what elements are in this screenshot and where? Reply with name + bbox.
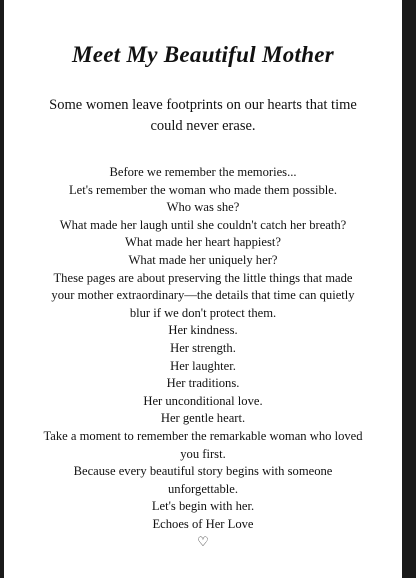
- body-line: Let's remember the woman who made them possible.: [68, 182, 338, 197]
- heart-outline-icon: ♡: [197, 535, 209, 551]
- page-title: Meet My Beautiful Mother: [71, 42, 335, 67]
- body-line: Who was she?: [166, 200, 240, 215]
- body-line: Before we remember the memories...: [109, 165, 297, 179]
- body-line: What made her laugh until she couldn't catch her breath?: [59, 217, 347, 232]
- subtitle: [24, 95, 382, 137]
- body-line: Her strength.: [170, 340, 236, 355]
- body-line: These pages are about preserving the little things that made: [53, 270, 353, 285]
- body-line: Her traditions.: [166, 376, 240, 391]
- signature-line: Echoes of Her Love: [152, 516, 254, 531]
- body-line: Her laughter.: [170, 358, 236, 373]
- subtitle-line: could never erase.: [150, 118, 256, 134]
- body-line: your mother extraordinary—the details that time can quietly: [51, 288, 355, 303]
- body-line: you first.: [180, 446, 226, 461]
- body-line: blur if we don't protect them.: [129, 305, 277, 320]
- body-line: Her kindness.: [168, 323, 238, 338]
- subtitle-line: Some women leave footprints on our hearts that time: [49, 97, 357, 113]
- body-line: unforgettable.: [167, 481, 239, 496]
- body-line: Her gentle heart.: [160, 411, 246, 426]
- body-line: Her unconditional love.: [143, 393, 263, 408]
- body-line: What made her heart happiest?: [125, 235, 281, 250]
- body-text: [4, 164, 402, 551]
- body-line: Take a moment to remember the remarkable woman who loved: [43, 428, 363, 443]
- body-line: Let's begin with her.: [151, 499, 255, 514]
- right-edge-border: [402, 0, 416, 578]
- body-line: What made her uniquely her?: [128, 252, 278, 267]
- body-line: Because every beautiful story begins with someone: [73, 464, 333, 479]
